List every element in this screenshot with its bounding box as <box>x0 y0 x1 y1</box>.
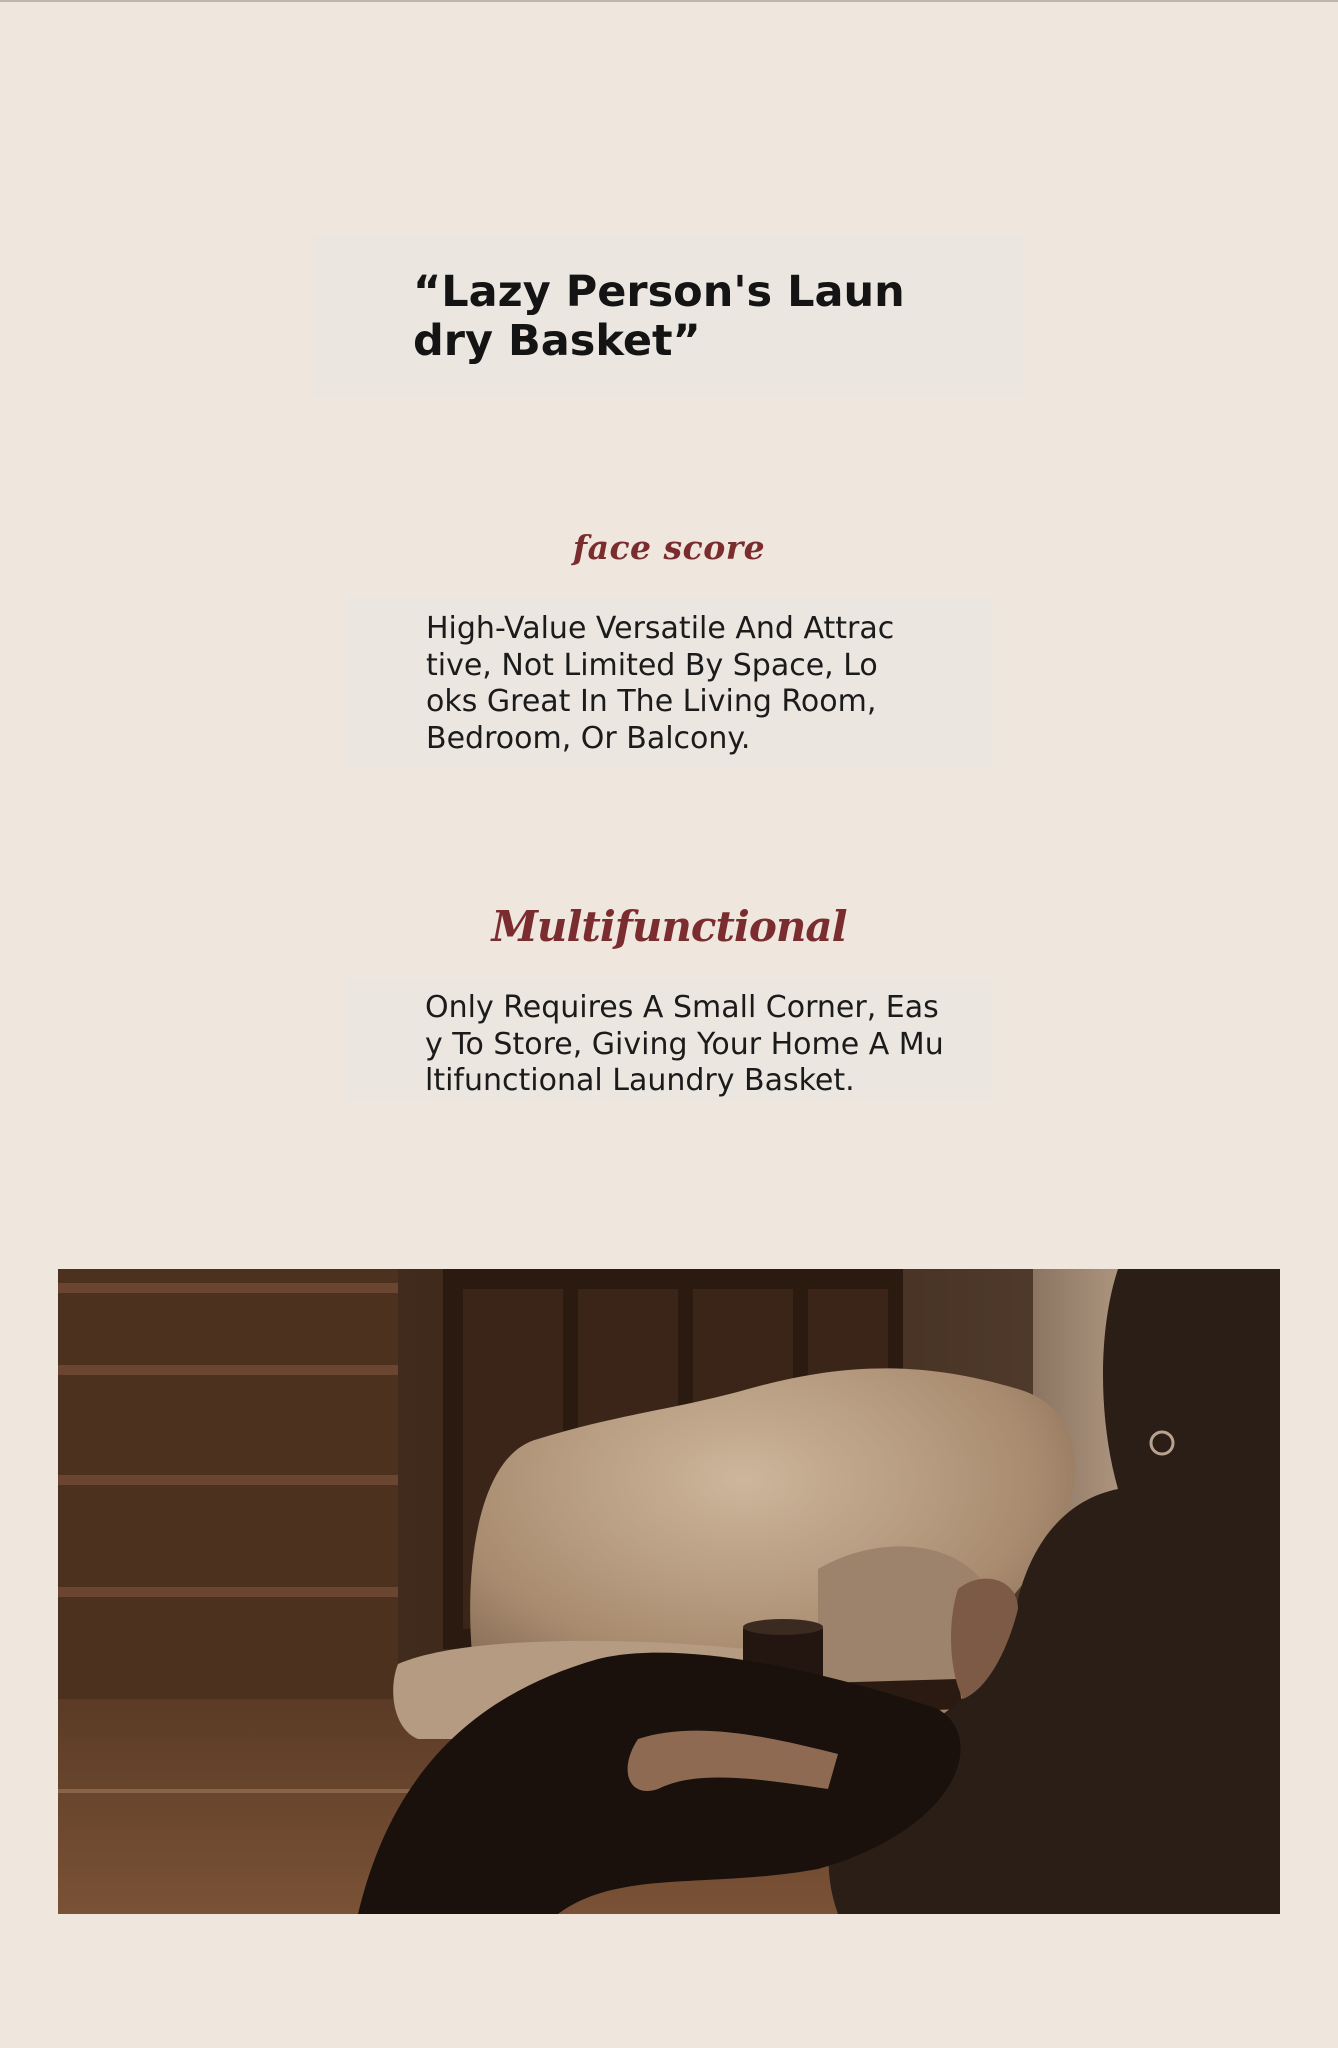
section-heading-multifunctional: Multifunctional <box>491 902 847 951</box>
section-heading-face-score: face score <box>572 528 766 567</box>
page-title: “Lazy Person's Laundry Basket” <box>413 267 905 366</box>
section-text-multifunctional: Only Requires A Small Corner, Easy To Store, Giving Your Home A Multifunctional Laundry Basket. <box>425 990 944 1098</box>
top-divider <box>0 0 1338 2</box>
section-text-face-score: High-Value Versatile And Attractive, Not Limited By Space, Looks Great In The Living Room, Bedroom, Or Balcony. <box>426 611 895 756</box>
lifestyle-photo <box>58 1269 1280 1914</box>
